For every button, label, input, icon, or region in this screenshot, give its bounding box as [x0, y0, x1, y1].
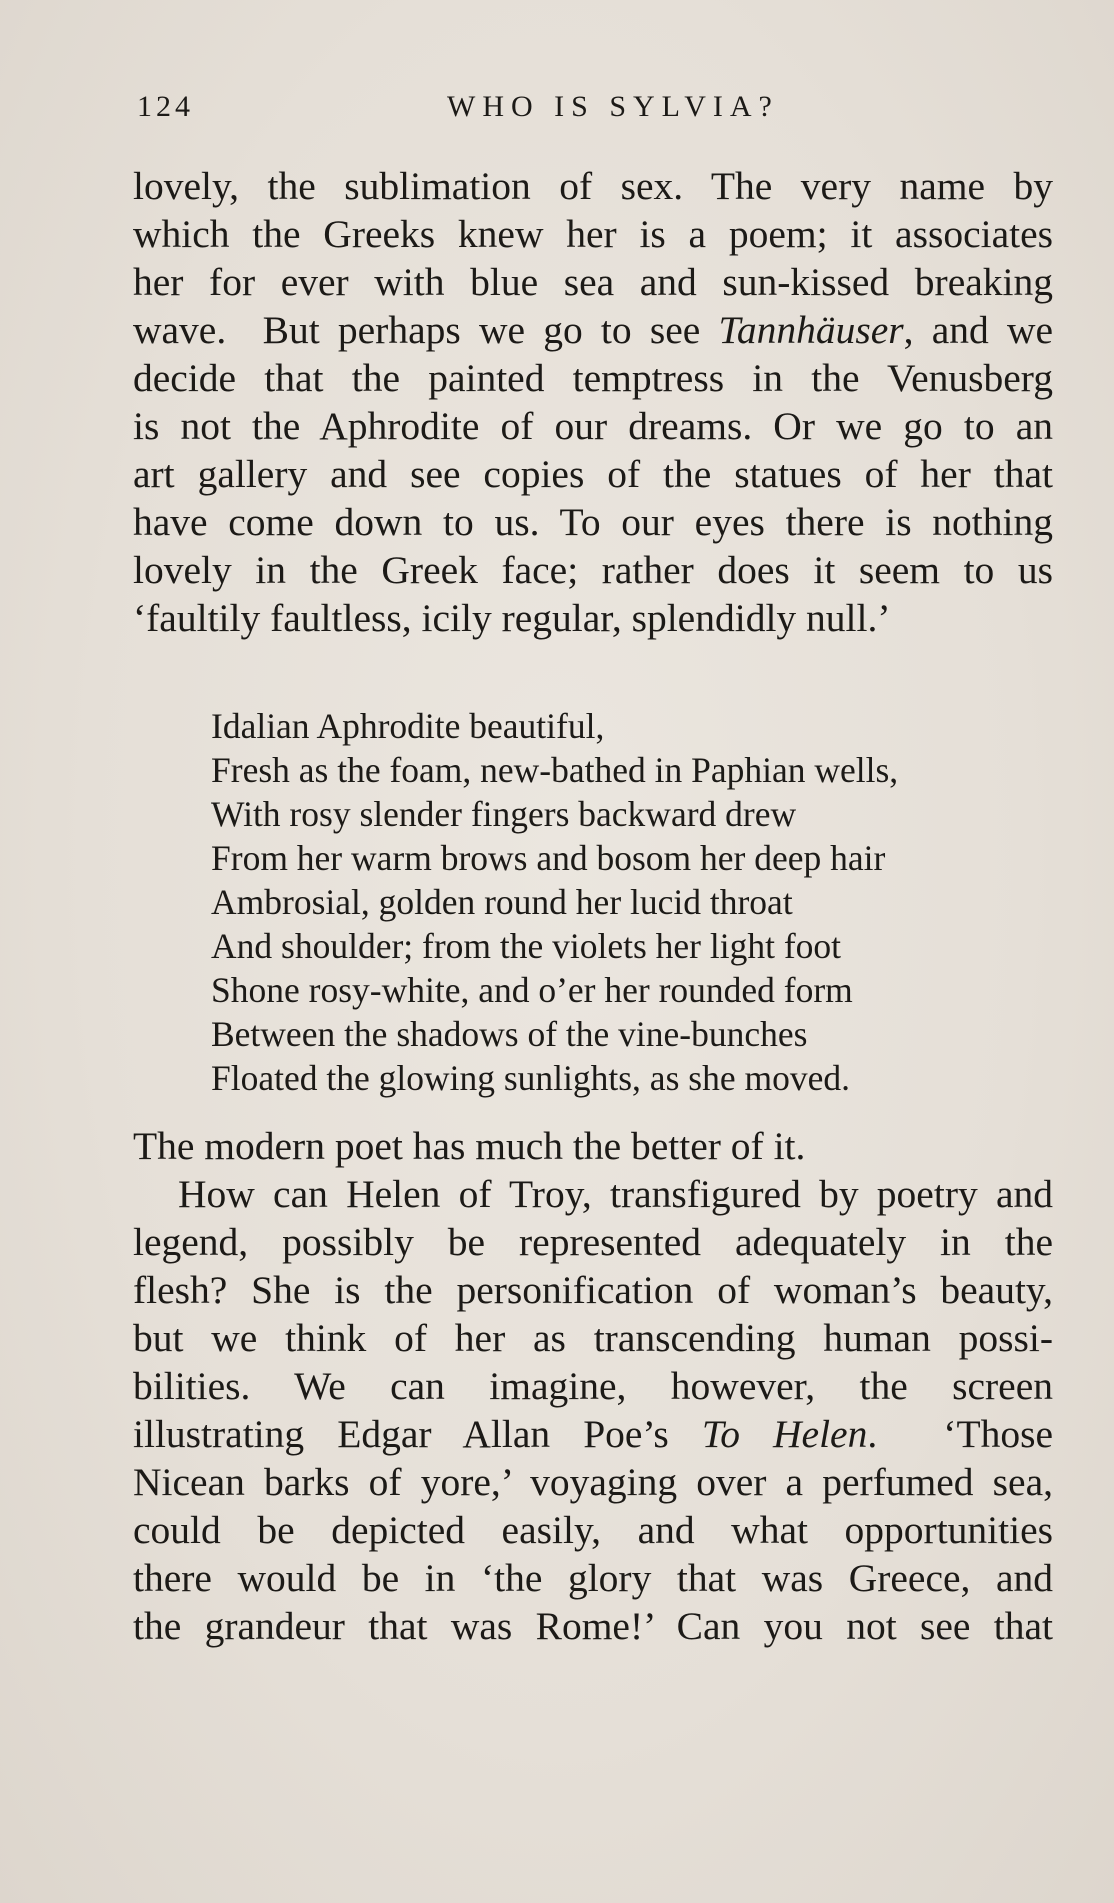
running-header [137, 90, 1057, 140]
page-number: 124 [137, 90, 194, 123]
text-line: flesh? She is the personification of woman’s beauty, [133, 1268, 1053, 1312]
text-line: have come down to us. To our eyes there is nothing [133, 500, 1053, 544]
text-line: legend, possibly be represented adequately in the [133, 1220, 1053, 1264]
text-line: ‘faultily faultless, icily regular, splendidly null.’ [133, 596, 891, 640]
verse-line: Between the shadows of the vine-bunches [211, 1014, 808, 1054]
text-line: there would be in ‘the glory that was Greece, and [133, 1556, 1053, 1600]
text-line: lovely, the sublimation of sex. The very name by [133, 164, 1053, 208]
text-line: wave. But perhaps we go to see Tannhäuser, and we [133, 308, 1054, 352]
text-line: which the Greeks knew her is a poem; it associates [133, 212, 1053, 256]
text-line: illustrating Edgar Allan Poe’s To Helen. ‘Those [133, 1412, 1053, 1456]
text-line: lovely in the Greek face; rather does it seem to us [133, 548, 1053, 592]
verse-line: Shone rosy-white, and o’er her rounded form [211, 970, 853, 1010]
verse-line: With rosy slender fingers backward drew [211, 794, 797, 834]
verse-line: Idalian Aphrodite beautiful, [211, 706, 605, 746]
text-line: decide that the painted temptress in the Venusberg [133, 356, 1053, 400]
verse-line: From her warm brows and bosom her deep hair [211, 838, 886, 878]
running-title: WHO IS SYLVIA? [447, 90, 779, 123]
verse-line: And shoulder; from the violets her light foot [211, 926, 842, 966]
text-line: her for ever with blue sea and sun-kissed breaking [133, 260, 1053, 304]
text-line: art gallery and see copies of the statues of her that [133, 452, 1053, 496]
text-line: but we think of her as transcending human possi- [133, 1316, 1053, 1360]
text-line: How can Helen of Troy, transfigured by poetry and [178, 1172, 1053, 1216]
text-line: The modern poet has much the better of it. [133, 1124, 806, 1168]
text-line: is not the Aphrodite of our dreams. Or we go to an [133, 404, 1053, 448]
text-line: could be depicted easily, and what opportunities [133, 1508, 1053, 1552]
verse-line: Ambrosial, golden round her lucid throat [211, 882, 793, 922]
text-line: the grandeur that was Rome!’ Can you not see that [133, 1604, 1053, 1648]
verse-line: Fresh as the foam, new-bathed in Paphian wells, [211, 750, 899, 790]
text-line: Nicean barks of yore,’ voyaging over a perfumed sea, [133, 1460, 1053, 1504]
verse-line: Floated the glowing sunlights, as she moved. [211, 1058, 850, 1098]
text-line: bilities. We can imagine, however, the screen [133, 1364, 1053, 1408]
